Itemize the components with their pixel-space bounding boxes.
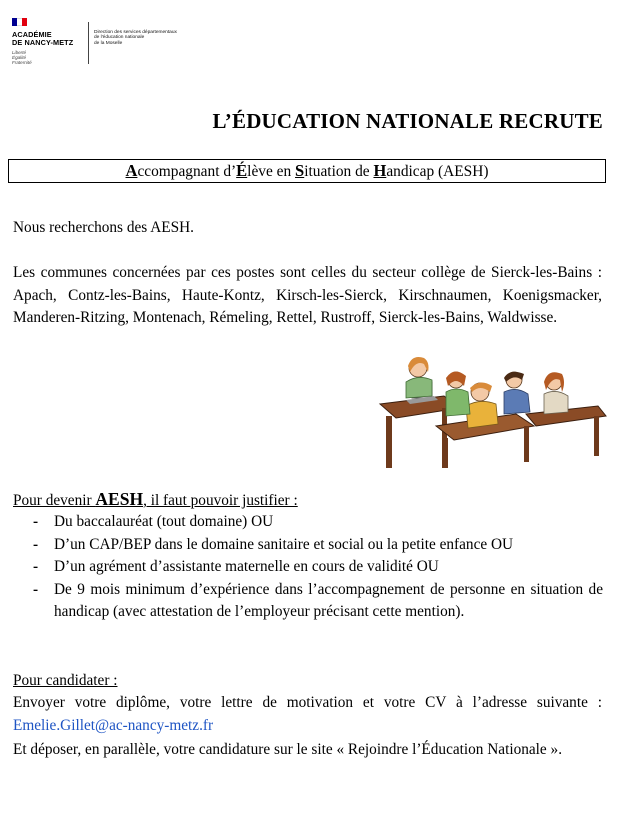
apply-text-before: Envoyer votre diplôme, votre lettre de motivation et votre CV à l’adresse suivante : <box>13 694 602 711</box>
list-item-text: De 9 mois minimum d’expérience dans l’accompagnement de personne en situation de handicap (avec attestation de l’employeur précisant cette mention). <box>54 580 603 621</box>
department-name <box>94 30 204 46</box>
academy-name <box>12 31 73 47</box>
apply-heading-text: Pour candidater : <box>13 672 118 689</box>
requirements-heading <box>13 488 298 513</box>
apply-paragraph <box>13 692 602 737</box>
french-flag-icon <box>12 18 27 26</box>
academy-name-line2: DE NANCY-METZ <box>12 38 74 47</box>
apply-online-paragraph: Et déposer, en parallèle, votre candidature sur le site « Rejoindre l’Éducation Nationale ». <box>13 741 563 758</box>
subtitle-letter-h: H <box>373 161 387 180</box>
subtitle-letter-s: S <box>295 161 305 180</box>
intro-text: Nous recherchons des AESH. <box>13 219 194 236</box>
classroom-students-illustration <box>376 352 608 472</box>
list-item <box>33 511 603 534</box>
list-item-text: D’un agrément d’assistante maternelle en cours de validité OU <box>54 558 439 576</box>
requirements-heading-aesh: AESH <box>95 489 144 509</box>
list-item <box>33 556 603 579</box>
list-item <box>33 534 603 557</box>
flag-red-stripe <box>22 18 27 26</box>
subtitle-part-h: andicap (AESH) <box>386 163 489 180</box>
subtitle-letter-a: A <box>125 161 138 180</box>
contact-email-link[interactable]: Emelie.Gillet@ac-nancy-metz.fr <box>13 716 214 734</box>
motto-fraternite: Fraternité <box>12 60 32 65</box>
motto-egalite: Égalité <box>12 55 27 60</box>
subtitle-part-e: lève en <box>247 163 296 180</box>
republic-motto <box>12 50 32 65</box>
communes-paragraph: Les communes concernées par ces postes sont celles du secteur collège de Sierck-les-Bains : Apach, Contz-les-Bains, Haute-Kontz, Kirsch-les-Sierck, Kirschnaumen, Koenigsmacker, Manderen-Ritzing, Montenach, Rémeling, Rettel, Rustroff, Sierck-les-Bains, Waldwisse. <box>13 264 602 327</box>
list-item-text: D’un CAP/BEP dans le domaine sanitaire et social ou la petite enfance OU <box>54 535 514 553</box>
motto-liberte: Liberté <box>12 50 27 55</box>
requirements-heading-after: , il faut pouvoir justifier : <box>143 492 298 509</box>
academy-header <box>12 10 232 66</box>
subtitle-letter-e: É <box>236 161 248 180</box>
subtitle-box <box>8 159 606 183</box>
subtitle-part-a: ccompagnant d’ <box>137 163 237 180</box>
subtitle-part-s: ituation de <box>304 163 374 180</box>
requirements-heading-before: Pour devenir <box>13 492 96 509</box>
requirements-list <box>33 511 603 624</box>
apply-heading <box>13 670 118 693</box>
bullet-dash: - <box>33 535 39 553</box>
header-divider <box>88 22 89 64</box>
page-title: L’ÉDUCATION NATIONALE RECRUTE <box>212 109 603 133</box>
bullet-dash: - <box>33 513 39 530</box>
department-line1: Direction des services départementaux <box>94 30 177 35</box>
bullet-dash: - <box>33 558 39 576</box>
list-item-text: Du baccalauréat (tout domaine) OU <box>54 513 274 530</box>
bullet-dash: - <box>33 580 39 598</box>
list-item <box>33 579 603 624</box>
department-line3: de la Moselle <box>94 40 123 46</box>
academy-name-line1: ACADÉMIE <box>12 30 52 39</box>
department-line2: de l'éducation nationale <box>94 35 145 41</box>
